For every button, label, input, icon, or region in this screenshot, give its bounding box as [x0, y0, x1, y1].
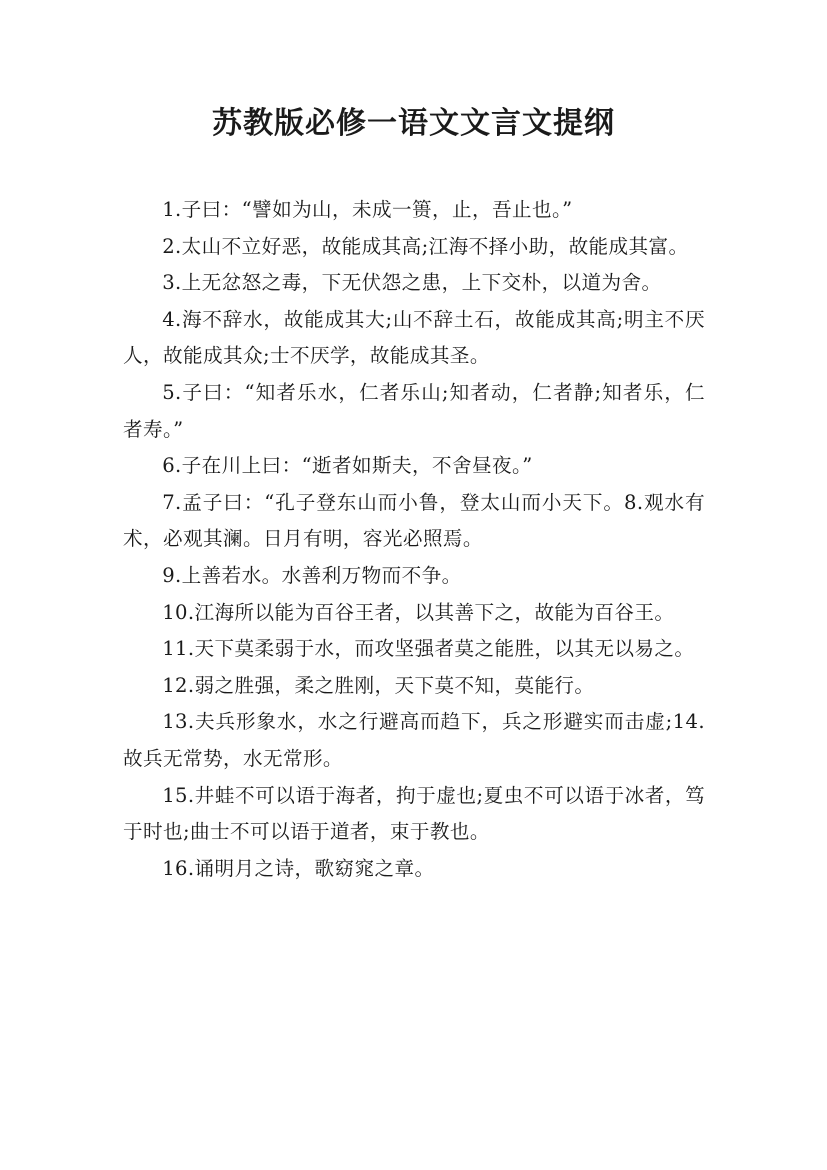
paragraph-2: 2.太山不立好恶，故能成其高;江海不择小助，故能成其富。 [162, 234, 689, 258]
paragraph-4: 4.海不辞水，故能成其大;山不辞土石，故能成其高;明主不厌人，故能成其众;士不厌学，故能成其圣。 [123, 307, 705, 368]
paragraph-10: 10.江海所以能为百谷王者，以其善下之，故能为百谷王。 [162, 600, 675, 624]
paragraph-3: 3.上无忿怒之毒，下无伏怨之患，上下交朴，以道为舍。 [162, 271, 662, 295]
paragraph-13: 13.夫兵形象水，水之行避高而趋下，兵之形避实而击虚;14.故兵无常势，水无常形。 [123, 710, 705, 770]
paragraph-15: 15.井蛙不可以语于海者，拘于虚也;夏虫不可以语于冰者，笃于时也;曲士不可以语于道者，束于教也。 [123, 783, 705, 844]
paragraph-12: 12.弱之胜强，柔之胜刚，天下莫不知，莫能行。 [162, 673, 595, 697]
paragraph-5: 5.子曰：“知者乐水，仁者乐山;知者动，仁者静;知者乐，仁者寿。” [123, 380, 705, 441]
document-title: 苏教版必修一语文文言文提纲 [212, 106, 615, 141]
paragraph-16: 16.诵明月之诗，歌窈窕之章。 [162, 856, 435, 880]
document-body [123, 192, 705, 887]
paragraph-6: 6.子在川上曰：“逝者如斯夫，不舍昼夜。” [162, 454, 533, 478]
paragraph-1: 1.子曰：“譬如为山，未成一篑，止，吾止也。” [162, 198, 573, 221]
paragraph-7: 7.孟子曰：“孔子登东山而小鲁，登太山而小天下。8.观水有术，必观其澜。日月有明，容光必照焉。 [123, 490, 705, 551]
paragraph-11: 11.天下莫柔弱于水，而攻坚强者莫之能胜，以其无以易之。 [162, 637, 695, 661]
paragraph-9: 9.上善若水。水善利万物而不争。 [162, 563, 462, 587]
